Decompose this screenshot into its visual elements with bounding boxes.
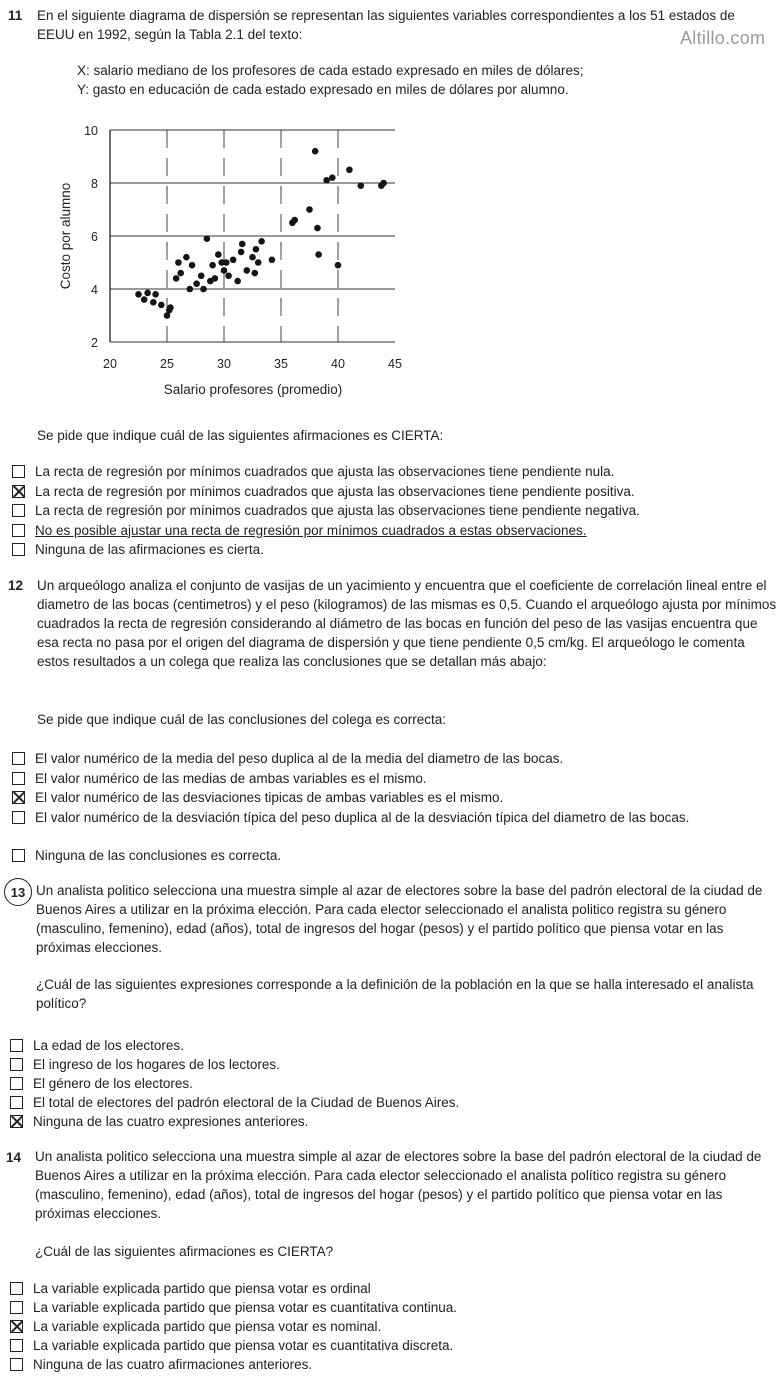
chart-point — [177, 270, 184, 277]
chart-point — [158, 302, 165, 309]
chart-x-tick-label: 20 — [103, 357, 117, 371]
option-text: No es posible ajustar una recta de regresión por mínimos cuadrados a estas observaciones. — [35, 522, 587, 538]
answer-checkbox[interactable] — [10, 1301, 23, 1314]
chart-point — [215, 251, 222, 258]
answer-checkbox[interactable] — [12, 485, 25, 498]
chart-point — [183, 254, 190, 261]
question-14-intro: Un analista politico selecciona una muestra simple al azar de electores sobre la base del padrón electoral de la ciudad de Buenos Aires a utilizar en la próxima elección. Para cada elector seleccionado el analista político registra su género (masculino, femenino), edad (años), total de ingresos del hogar (pesos) y el partido político que piensa votar en las próximas elecciones. — [35, 1149, 762, 1221]
answer-checkbox[interactable] — [12, 791, 25, 804]
chart-points — [135, 148, 387, 319]
option-row — [10, 1298, 770, 1317]
question-13-number: 13 — [4, 878, 32, 906]
option-text: El ingreso de los hogares de los lectores. — [33, 1057, 280, 1072]
option-text: La edad de los electores. — [33, 1038, 184, 1053]
answer-checkbox[interactable] — [12, 504, 25, 517]
chart-point — [253, 246, 260, 253]
chart-point — [312, 148, 319, 155]
chart-point — [258, 238, 265, 245]
chart-point — [209, 262, 216, 269]
chart-x-tick-label: 35 — [274, 357, 288, 371]
question-12-number: 12 — [8, 578, 24, 593]
chart-point — [144, 290, 151, 297]
chart-x-tick-label: 30 — [217, 357, 231, 371]
chart-point — [314, 225, 321, 232]
option-row — [12, 846, 772, 866]
chart-point — [358, 182, 365, 189]
option-text: El valor numérico de las desviaciones tipicas de ambas variables es el mismo. — [35, 790, 504, 805]
option-text: El total de electores del padrón electoral de la Ciudad de Buenos Aires. — [33, 1095, 460, 1110]
chart-point — [291, 217, 298, 224]
option-text: El género de los electores. — [33, 1076, 193, 1091]
chart-x-tick-label: 25 — [160, 357, 174, 371]
option-row — [10, 1055, 770, 1074]
chart-point — [346, 166, 353, 173]
answer-checkbox[interactable] — [12, 752, 25, 765]
option-text: Ninguna de las cuatro expresiones anteriores. — [33, 1114, 309, 1129]
chart-point — [204, 235, 211, 242]
option-row — [10, 1112, 770, 1131]
chart-point — [380, 180, 387, 187]
question-12-intro: Un arqueólogo analiza el conjunto de vasijas de un yacimiento y encuentra que el coeficiente de correlación lineal entre el diametro de las bocas (centimetros) y el peso (kilogramos) de las mismas es 0,5. Cuando el arqueólogo ajusta por mínimos cuadrados la recta de regresión considerando al diámetro de las bocas en función del peso de las vasijas encuentra que esa recta no pasa por el origen del diagrama de dispersión y que tiene pendiente 0,5 cm/kg. El arqueólogo le comenta estos resultados a un colega que realiza las conclusiones que se detallan más abajo: — [37, 578, 777, 669]
chart-y-tick-label: 4 — [91, 283, 98, 297]
chart-point — [150, 299, 157, 306]
option-text: La recta de regresión por mínimos cuadrados que ajusta las observaciones tiene pendiente positiva. — [35, 483, 635, 499]
option-text: La variable explicada partido que piensa votar es ordinal — [33, 1281, 371, 1296]
option-row — [12, 808, 772, 846]
answer-checkbox[interactable] — [12, 543, 25, 556]
chart-point — [221, 267, 228, 274]
answer-checkbox[interactable] — [12, 524, 25, 537]
chart-ticks — [84, 124, 402, 371]
answer-checkbox[interactable] — [10, 1320, 23, 1333]
question-11-number: 11 — [8, 8, 23, 23]
chart-y-tick-label: 2 — [91, 336, 98, 350]
chart-point — [230, 257, 237, 264]
chart-point — [269, 257, 276, 264]
chart-point — [198, 272, 205, 279]
answer-checkbox[interactable] — [10, 1058, 23, 1071]
watermark-text: Altillo.com — [680, 28, 766, 48]
question-11-x-definition: X: salario mediano de los profesores de cada estado expresado en miles de dólares; — [77, 63, 584, 78]
chart-point — [152, 291, 159, 298]
option-row — [12, 462, 772, 482]
option-row — [10, 1355, 770, 1374]
question-11-options — [12, 462, 772, 560]
answer-checkbox[interactable] — [12, 772, 25, 785]
answer-checkbox[interactable] — [10, 1282, 23, 1295]
option-row — [10, 1336, 770, 1355]
chart-x-tick-label: 45 — [388, 357, 402, 371]
answer-checkbox[interactable] — [10, 1358, 23, 1371]
chart-point — [200, 286, 207, 293]
answer-checkbox[interactable] — [12, 465, 25, 478]
chart-point — [249, 254, 256, 261]
chart-y-axis-label: Costo por alumno — [58, 182, 73, 290]
option-row — [12, 521, 772, 541]
question-13-options — [10, 1036, 770, 1131]
option-text: La variable explicada partido que piensa votar es nominal. — [33, 1319, 382, 1334]
question-14-prompt: ¿Cuál de las siguientes afirmaciones es CIERTA? — [35, 1244, 334, 1259]
chart-point — [335, 262, 342, 269]
scatter-chart — [50, 118, 420, 408]
option-row — [10, 1317, 770, 1336]
chart-point — [255, 259, 262, 266]
question-12-options — [12, 749, 772, 865]
option-text: El valor numérico de las medias de ambas variables es el mismo. — [35, 770, 427, 786]
chart-point — [223, 259, 230, 266]
chart-point — [323, 177, 330, 184]
chart-point — [175, 259, 182, 266]
question-12-prompt: Se pide que indique cuál de las conclusiones del colega es correcta: — [37, 712, 447, 727]
option-text: La recta de regresión por mínimos cuadrados que ajusta las observaciones tiene pendiente nula. — [35, 464, 615, 479]
chart-point — [189, 262, 196, 269]
chart-point — [251, 270, 258, 277]
option-row — [10, 1074, 770, 1093]
chart-point — [173, 275, 180, 282]
answer-checkbox[interactable] — [12, 811, 25, 824]
chart-point — [238, 249, 245, 256]
chart-point — [135, 291, 142, 298]
option-row — [10, 1279, 770, 1298]
chart-y-tick-label: 6 — [91, 230, 98, 244]
answer-checkbox[interactable] — [12, 849, 25, 862]
chart-point — [207, 278, 214, 285]
answer-checkbox[interactable] — [10, 1339, 23, 1352]
option-row — [12, 501, 772, 521]
question-14-number: 14 — [6, 1150, 22, 1165]
answer-checkbox[interactable] — [10, 1115, 23, 1128]
chart-point — [306, 206, 313, 213]
option-text: La variable explicada partido que piensa votar es cuantitativa continua. — [33, 1300, 458, 1315]
chart-point — [234, 278, 241, 285]
chart-y-tick-label: 8 — [91, 177, 98, 191]
option-row — [10, 1093, 770, 1112]
option-text: El valor numérico de la media del peso duplica al de la media del diametro de las bocas. — [35, 751, 564, 766]
option-row — [12, 540, 772, 560]
question-13-intro: Un analista politico selecciona una muestra simple al azar de electores sobre la base del padrón electoral de la ciudad de Buenos Aires a utilizar en la próxima elección. Para cada elector seleccionado el analista politico registra su género (masculino, femenino), edad (años), total de ingresos del hogar (pesos) y el partido político que piensa votar en las próximas elecciones. — [36, 883, 763, 955]
answer-checkbox[interactable] — [10, 1039, 23, 1052]
option-text: El valor numérico de la desviación típica del peso duplica al de la desviación típica del diametro de las bocas. — [35, 809, 690, 825]
option-text: Ninguna de las conclusiones es correcta. — [35, 847, 282, 863]
answer-checkbox[interactable] — [10, 1096, 23, 1109]
chart-point — [239, 241, 246, 248]
option-row — [12, 482, 772, 502]
question-11-prompt: Se pide que indique cuál de las siguientes afirmaciones es CIERTA: — [37, 428, 444, 443]
question-11-y-definition: Y: gasto en educación de cada estado expresado en miles de dólares por alumno. — [77, 82, 569, 97]
chart-x-tick-label: 40 — [331, 357, 345, 371]
chart-point — [167, 304, 174, 311]
question-14-options — [10, 1279, 770, 1374]
option-row — [10, 1036, 770, 1055]
option-text: Ninguna de las afirmaciones es cierta. — [35, 542, 264, 557]
option-text: Ninguna de las cuatro afirmaciones anteriores. — [33, 1357, 313, 1372]
question-11-intro: En el siguiente diagrama de dispersión se representan las siguientes variables correspondientes a los 51 estados de EEUU en 1992, según la Tabla 2.1 del texto: — [37, 8, 735, 42]
chart-point — [244, 267, 251, 274]
option-row — [12, 769, 772, 789]
option-row — [12, 788, 772, 808]
answer-checkbox[interactable] — [10, 1077, 23, 1090]
chart-point — [193, 280, 200, 287]
option-text: La variable explicada partido que piensa votar es cuantitativa discreta. — [33, 1338, 454, 1353]
chart-grid — [110, 130, 395, 342]
chart-x-axis-label: Salario profesores (promedio) — [163, 382, 343, 397]
chart-point — [225, 272, 232, 279]
chart-point — [315, 251, 322, 258]
chart-y-tick-label: 10 — [84, 124, 98, 138]
chart-point — [329, 174, 336, 181]
chart-point — [141, 296, 148, 303]
question-13-prompt: ¿Cuál de las siguientes expresiones corresponde a la definición de la población en la que se halla interesado el analista político? — [36, 977, 754, 1011]
option-text: La recta de regresión por mínimos cuadrados que ajusta las observaciones tiene pendiente negativa. — [35, 503, 640, 518]
chart-point — [187, 286, 194, 293]
option-row — [12, 749, 772, 769]
